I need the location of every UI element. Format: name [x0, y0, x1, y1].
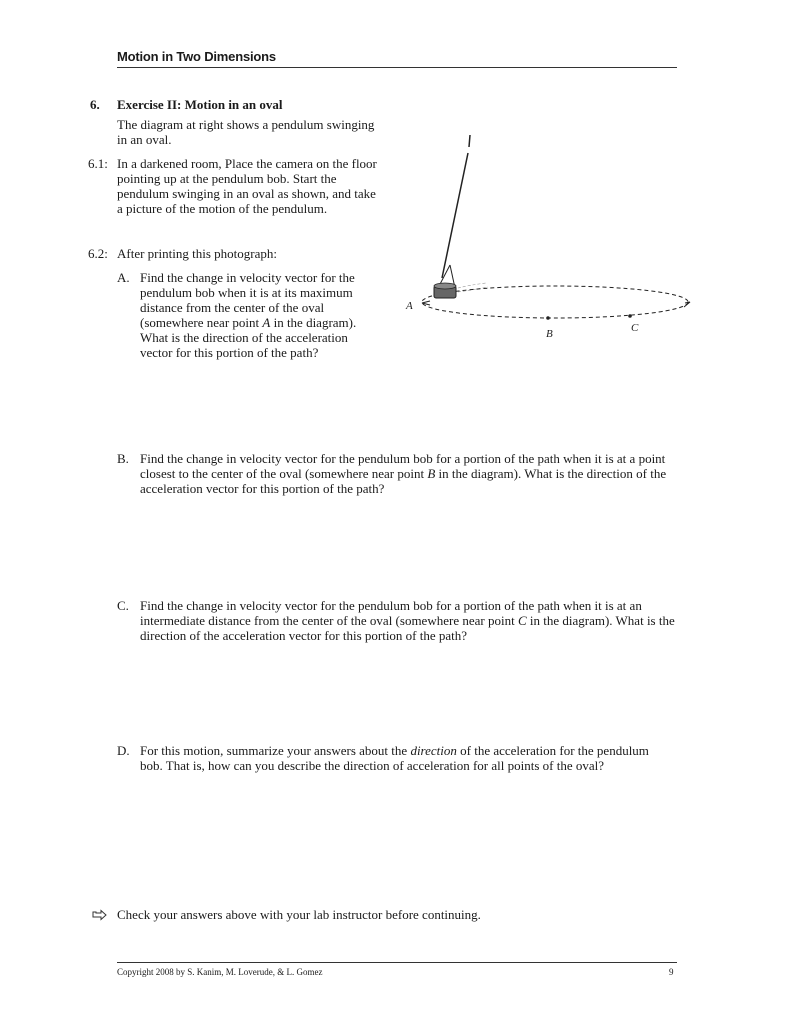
question-c-text: Find the change in velocity vector for the pendulum bob for a portion of the path when it is at an intermediate distance from the center of the oval (somewhere near point C in the diagram). What is the direction of the acceleration vector for this portion of the path?: [140, 598, 675, 643]
footer-copyright: Copyright 2008 by S. Kanim, M. Loverude, & L. Gomez: [117, 967, 323, 977]
step-6-1-label: 6.1:: [88, 156, 108, 171]
hand-pointer-icon: [92, 908, 108, 920]
label-a: A: [406, 300, 413, 312]
pendulum-string: [442, 153, 468, 278]
footer-page-number: 9: [669, 967, 674, 977]
oval-right-end-arrow: [684, 302, 690, 307]
label-c: C: [631, 322, 639, 334]
pendulum-oval-diagram: [400, 125, 700, 355]
exercise-intro: The diagram at right shows a pendulum swinging in an oval.: [117, 117, 375, 147]
exercise-title: Exercise II: Motion in an oval: [117, 97, 283, 112]
label-b: B: [546, 328, 553, 340]
exercise-number: 6.: [90, 97, 100, 112]
checkpoint-text: Check your answers above with your lab instructor before continuing.: [117, 907, 481, 922]
question-b-label: B.: [117, 451, 129, 466]
step-6-2-label: 6.2:: [88, 246, 108, 261]
question-d-text: For this motion, summarize your answers about the direction of the acceleration for the pendulum bob. That is, how can you describe the direction of acceleration for all points of the oval?: [140, 743, 649, 773]
point-c-marker: [628, 314, 632, 318]
step-6-2-text: After printing this photograph:: [117, 246, 277, 261]
question-b-text: Find the change in velocity vector for the pendulum bob for a portion of the path when it is at a point closest to the center of the oval (somewhere near point B in the diagram). What is the direction of the acceleration vector for this portion of the path?: [140, 451, 667, 496]
question-c-label: C.: [117, 598, 129, 613]
step-6-1-text: In a darkened room, Place the camera on the floor pointing up at the pendulum bob. Start the pendulum swinging in an oval as shown, and take a picture of the motion of the pendulum.: [117, 156, 377, 216]
question-a-label: A.: [117, 270, 130, 285]
pendulum-string-top: [469, 135, 470, 147]
oval-path: [422, 286, 688, 318]
question-d-label: D.: [117, 743, 130, 758]
pendulum-bob-top: [434, 283, 456, 289]
header-rule: [117, 67, 677, 68]
page-header-title: Motion in Two Dimensions: [117, 49, 276, 64]
question-a-text: Find the change in velocity vector for the pendulum bob when it is at its maximum distance from the center of the oval (somewhere near point A in the diagram). What is the direction of the acceleration vector for this portion of the path?: [140, 270, 357, 360]
motion-streak-1: [458, 283, 486, 288]
point-b-marker: [546, 316, 550, 320]
footer-rule: [117, 962, 677, 963]
